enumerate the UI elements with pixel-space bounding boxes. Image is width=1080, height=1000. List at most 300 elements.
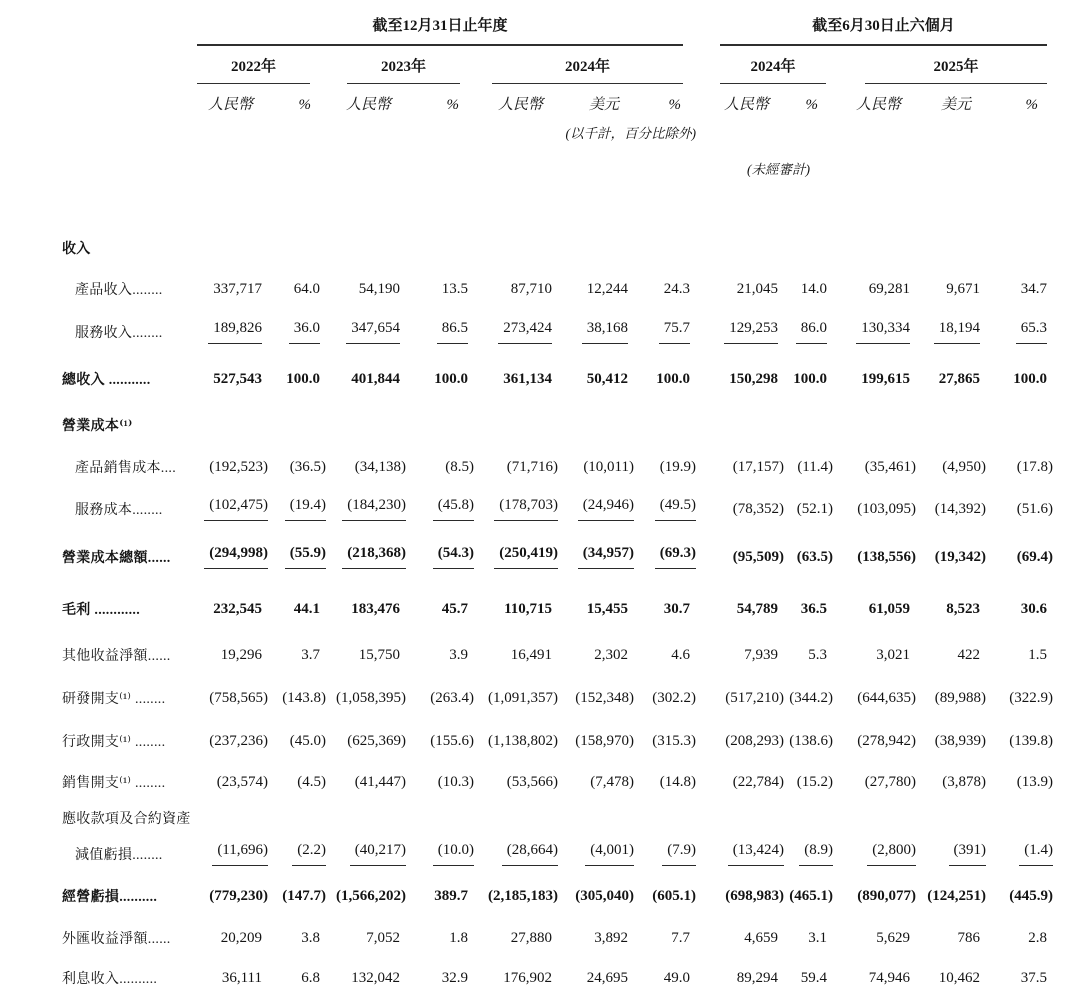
value-cell (327, 310, 407, 354)
value-text: (208,293) (725, 732, 784, 749)
value-cell (407, 958, 475, 998)
value-cell (327, 634, 407, 676)
value-text: (1,566,202) (336, 887, 406, 904)
value-cell (269, 834, 327, 874)
value-text: 65.3 (1016, 320, 1047, 344)
value-text: (69.3) (655, 545, 696, 569)
value-cell (917, 404, 987, 446)
value-cell (172, 676, 269, 720)
year-2024-interim-label: 2024年 (720, 55, 826, 84)
value-text: 87,710 (510, 280, 552, 297)
value-text: (155.6) (430, 732, 474, 749)
spacer-cell (62, 46, 172, 84)
value-text: 7,052 (366, 929, 400, 946)
value-cell (407, 488, 475, 530)
value-text: (45.0) (289, 732, 326, 749)
value-cell (475, 762, 559, 802)
currency-header: 人民幣 (723, 97, 769, 113)
table-row (62, 918, 1054, 958)
value-text: 32.9 (441, 969, 468, 986)
value-text: 347,654 (346, 320, 400, 344)
value-text: 30.7 (663, 600, 690, 617)
value-text: (38,939) (934, 732, 986, 749)
unaudited-note-row (62, 150, 1054, 185)
unit-note: (以千計，百分比除外) (565, 126, 696, 141)
value-cell (407, 584, 475, 634)
value-cell (269, 918, 327, 958)
value-cell (917, 676, 987, 720)
value-text: (890,077) (857, 887, 916, 904)
value-text: (11.4) (797, 458, 833, 475)
value-cell (917, 310, 987, 354)
value-cell (987, 762, 1054, 802)
value-text: 189,826 (208, 320, 262, 344)
value-text: (2,185,183) (488, 887, 558, 904)
value-cell (834, 720, 917, 762)
value-cell (172, 958, 269, 998)
value-text: 3.9 (449, 646, 468, 663)
value-text: 19,296 (220, 646, 262, 663)
percent-header: % (1025, 97, 1039, 113)
value-cell (785, 404, 834, 446)
value-text: (4,950) (942, 458, 986, 475)
value-cell (407, 530, 475, 584)
value-cell (697, 834, 785, 874)
value-text: (605.1) (652, 887, 696, 904)
period-group-interim (697, 0, 1054, 46)
value-text: 132,042 (351, 969, 400, 986)
value-cell (407, 762, 475, 802)
value-text: (2.2) (292, 842, 326, 866)
value-cell (172, 762, 269, 802)
value-cell (407, 918, 475, 958)
value-text: (218,368) (342, 545, 406, 569)
income-statement-table (62, 0, 1054, 998)
value-text: 110,715 (504, 600, 552, 617)
value-text: (315.3) (652, 732, 696, 749)
value-text: (278,942) (857, 732, 916, 749)
value-cell (269, 354, 327, 404)
value-cell (785, 720, 834, 762)
value-text: (53,566) (506, 773, 558, 790)
value-text: 100.0 (656, 370, 690, 387)
value-text: 15,455 (586, 600, 628, 617)
value-cell (407, 634, 475, 676)
value-cell (834, 958, 917, 998)
value-cell (172, 584, 269, 634)
value-cell (834, 530, 917, 584)
value-text: (644,635) (857, 689, 916, 706)
value-text: (1,058,395) (336, 689, 406, 706)
value-text: 3,021 (876, 646, 910, 663)
value-cell (697, 404, 785, 446)
value-text: 401,844 (351, 370, 400, 387)
value-cell (834, 228, 917, 268)
value-cell (559, 762, 635, 802)
value-cell (635, 720, 697, 762)
value-cell (269, 446, 327, 488)
currency-header: 人民幣 (855, 97, 901, 113)
value-cell (785, 228, 834, 268)
value-text: (445.9) (1009, 887, 1054, 904)
table-row (62, 268, 1054, 310)
value-cell (987, 874, 1054, 918)
value-cell (697, 634, 785, 676)
value-cell (559, 958, 635, 998)
value-text: (95,509) (732, 548, 784, 565)
value-cell (172, 834, 269, 874)
table-body (62, 228, 1054, 998)
value-cell (475, 228, 559, 268)
value-text: (13,424) (728, 842, 784, 866)
value-cell (269, 530, 327, 584)
value-cell (407, 720, 475, 762)
table-row (62, 530, 1054, 584)
value-text: (698,983) (725, 887, 784, 904)
value-cell (697, 720, 785, 762)
value-text: (625,369) (347, 732, 406, 749)
year-2022 (172, 46, 327, 84)
value-cell (327, 488, 407, 530)
value-cell (269, 874, 327, 918)
value-cell (327, 446, 407, 488)
value-cell (834, 354, 917, 404)
row-label: 營業成本總額...... (62, 551, 171, 566)
value-text: 38,168 (582, 320, 628, 344)
value-cell (785, 354, 834, 404)
value-cell (327, 676, 407, 720)
year-header-row (62, 46, 1054, 84)
value-cell (917, 634, 987, 676)
value-cell (635, 834, 697, 874)
value-cell (172, 488, 269, 530)
currency-header: 人民幣 (497, 97, 543, 113)
value-text: (27,780) (864, 773, 916, 790)
value-cell (834, 762, 917, 802)
value-cell (172, 310, 269, 354)
value-text: (19.4) (285, 497, 326, 521)
value-text: (78,352) (732, 500, 784, 517)
value-cell (785, 310, 834, 354)
value-cell (559, 720, 635, 762)
value-text: (158,970) (575, 732, 634, 749)
spacer-cell (62, 0, 172, 46)
unaudited-note: (未經審計) (747, 162, 810, 177)
value-cell (475, 446, 559, 488)
value-cell (269, 404, 327, 446)
value-cell (987, 918, 1054, 958)
percent-header: % (805, 97, 818, 113)
row-label: 外匯收益淨額...... (62, 932, 171, 947)
value-cell (475, 874, 559, 918)
value-text: 100.0 (1013, 370, 1048, 387)
value-text: (1,091,357) (488, 689, 558, 706)
value-cell (475, 584, 559, 634)
value-cell (917, 874, 987, 918)
currency-header: 人民幣 (207, 97, 253, 113)
table-row (62, 354, 1054, 404)
value-cell (407, 310, 475, 354)
value-text: 20,209 (220, 929, 262, 946)
period-group-annual (172, 0, 697, 46)
value-text: (102,475) (204, 497, 268, 521)
spacer-cell (62, 84, 172, 120)
value-cell (635, 874, 697, 918)
value-text: 422 (957, 646, 980, 663)
value-text: (89,988) (934, 689, 986, 706)
currency-header-usd: 美元 (588, 97, 619, 113)
value-cell (785, 530, 834, 584)
value-cell (559, 446, 635, 488)
value-cell (785, 584, 834, 634)
value-text: (49.5) (655, 497, 696, 521)
value-text: 44.1 (293, 600, 320, 617)
value-text: (14.8) (659, 773, 696, 790)
value-text: (3,878) (942, 773, 986, 790)
value-cell (559, 874, 635, 918)
value-cell (635, 584, 697, 634)
row-label: 服務成本........ (75, 503, 163, 518)
value-text: (263.4) (430, 689, 474, 706)
value-cell (834, 584, 917, 634)
row-label: 總收入 ........... (62, 373, 151, 388)
value-cell (697, 676, 785, 720)
value-cell (635, 530, 697, 584)
value-cell (987, 446, 1054, 488)
value-cell (987, 310, 1054, 354)
value-cell (172, 720, 269, 762)
value-cell (785, 634, 834, 676)
value-cell (475, 310, 559, 354)
value-text: 2,302 (594, 646, 628, 663)
value-text: (192,523) (209, 458, 268, 475)
value-cell (697, 530, 785, 584)
value-cell (559, 834, 635, 874)
value-cell (172, 228, 269, 268)
value-text: 86.0 (796, 320, 827, 344)
value-cell (987, 268, 1054, 310)
value-cell (269, 958, 327, 998)
value-text: 176,902 (503, 969, 552, 986)
year-2023-label: 2023年 (347, 55, 460, 84)
value-text: (138.6) (789, 732, 833, 749)
value-cell (987, 802, 1054, 834)
value-cell (269, 228, 327, 268)
value-cell (172, 404, 269, 446)
value-text: (55.9) (285, 545, 326, 569)
table-row (62, 446, 1054, 488)
row-label: 利息收入.......... (62, 972, 158, 987)
value-cell (327, 762, 407, 802)
value-cell (697, 446, 785, 488)
value-text: (15.2) (796, 773, 833, 790)
table-row (62, 834, 1054, 874)
value-cell (269, 676, 327, 720)
value-text: (45.8) (433, 497, 474, 521)
table-row (62, 404, 1054, 446)
value-cell (327, 918, 407, 958)
value-cell (834, 268, 917, 310)
value-cell (172, 874, 269, 918)
value-text: (103,095) (857, 500, 916, 517)
value-text: (2,800) (867, 842, 916, 866)
value-cell (559, 228, 635, 268)
value-text: (139.8) (1009, 732, 1054, 749)
value-text: 361,134 (503, 370, 552, 387)
spacer-cell (62, 150, 697, 185)
table-row (62, 310, 1054, 354)
row-label: 減值虧損........ (75, 848, 163, 863)
row-label: 銷售開支⁽¹⁾ ........ (62, 776, 166, 791)
value-cell (475, 720, 559, 762)
value-cell (635, 404, 697, 446)
value-text: (51.6) (1016, 500, 1054, 517)
value-cell (785, 446, 834, 488)
value-cell (987, 404, 1054, 446)
value-cell (269, 488, 327, 530)
value-cell (635, 354, 697, 404)
value-text: 15,750 (358, 646, 400, 663)
table-row (62, 958, 1054, 998)
value-cell (785, 834, 834, 874)
value-text: 199,615 (861, 370, 910, 387)
value-cell (475, 354, 559, 404)
value-text: (7,478) (590, 773, 634, 790)
value-text: (10,011) (583, 458, 634, 475)
value-cell (269, 584, 327, 634)
value-text: 4,659 (744, 929, 778, 946)
value-text: (7.9) (662, 842, 696, 866)
value-cell (475, 918, 559, 958)
value-cell (917, 720, 987, 762)
percent-header: % (446, 97, 459, 113)
table-row (62, 228, 1054, 268)
year-2024 (475, 46, 697, 84)
value-text: 130,334 (856, 320, 910, 344)
value-cell (987, 354, 1054, 404)
year-2023 (327, 46, 475, 84)
value-cell (407, 268, 475, 310)
value-text: (8.5) (445, 458, 474, 475)
value-text: 4.6 (671, 646, 690, 663)
value-text: (69.4) (1016, 548, 1054, 565)
value-cell (785, 958, 834, 998)
value-cell (475, 530, 559, 584)
value-text: (294,998) (204, 545, 268, 569)
value-text: 69,281 (868, 280, 910, 297)
value-cell (697, 918, 785, 958)
value-text: 12,244 (586, 280, 628, 297)
value-cell (559, 488, 635, 530)
value-text: 30.6 (1020, 600, 1048, 617)
value-text: 27,865 (938, 370, 980, 387)
row-label: 營業成本⁽¹⁾ (62, 419, 133, 434)
value-cell (475, 676, 559, 720)
row-label: 行政開支⁽¹⁾ ........ (62, 735, 166, 750)
value-text: (34,957) (578, 545, 634, 569)
row-label: 研發開支⁽¹⁾ ........ (62, 692, 166, 707)
value-cell (697, 354, 785, 404)
value-cell (327, 958, 407, 998)
period-group-interim-title: 截至6月30日止六個月 (720, 14, 1047, 46)
value-text: 1.8 (449, 929, 468, 946)
year-2024-interim (697, 46, 834, 84)
value-text: 129,253 (724, 320, 778, 344)
row-label: 應收款項及合約資產 (62, 812, 191, 827)
value-cell (697, 488, 785, 530)
value-text: 2.8 (1028, 929, 1048, 946)
value-cell (917, 834, 987, 874)
row-label: 產品銷售成本.... (75, 461, 176, 476)
value-text: (4,001) (585, 842, 634, 866)
value-cell (407, 676, 475, 720)
value-cell (834, 634, 917, 676)
value-text: 24.3 (663, 280, 690, 297)
value-text: (302.2) (652, 689, 696, 706)
value-cell (327, 874, 407, 918)
value-cell (635, 228, 697, 268)
value-text: (17,157) (732, 458, 784, 475)
value-cell (559, 584, 635, 634)
year-2025-interim-label: 2025年 (865, 55, 1047, 84)
spacer-row (62, 185, 1054, 228)
row-label: 其他收益淨額...... (62, 649, 171, 664)
value-text: 50,412 (586, 370, 628, 387)
value-cell (327, 530, 407, 584)
value-text: (184,230) (342, 497, 406, 521)
value-text: (152,348) (575, 689, 634, 706)
value-text: 49.0 (663, 969, 690, 986)
value-cell (697, 958, 785, 998)
unit-note-row (62, 120, 1054, 150)
percent-header: % (668, 97, 681, 113)
value-text: 3,892 (594, 929, 628, 946)
value-text: (11,696) (212, 842, 268, 866)
table-row (62, 762, 1054, 802)
value-cell (834, 676, 917, 720)
value-cell (834, 446, 917, 488)
value-text: 59.4 (800, 969, 827, 986)
value-cell (327, 834, 407, 874)
value-cell (269, 268, 327, 310)
value-text: 74,946 (868, 969, 910, 986)
spacer-cell (62, 120, 475, 150)
value-text: 5.3 (808, 646, 827, 663)
value-cell (635, 488, 697, 530)
table-row (62, 720, 1054, 762)
value-text: 36,111 (221, 969, 262, 986)
value-text: (34,138) (354, 458, 406, 475)
value-text: 100.0 (434, 370, 468, 387)
table-row (62, 874, 1054, 918)
value-cell (475, 802, 559, 834)
value-text: (22,784) (732, 773, 784, 790)
value-text: 21,045 (736, 280, 778, 297)
value-text: 36.5 (800, 600, 827, 617)
value-text: (14,392) (934, 500, 986, 517)
value-text: 37.5 (1020, 969, 1048, 986)
row-label: 產品收入........ (75, 283, 163, 298)
value-cell (172, 354, 269, 404)
value-text: (391) (949, 842, 987, 866)
value-text: (250,419) (494, 545, 558, 569)
value-cell (987, 488, 1054, 530)
value-cell (917, 354, 987, 404)
value-text: 10,462 (938, 969, 980, 986)
value-text: 527,543 (213, 370, 262, 387)
value-text: (54.3) (433, 545, 474, 569)
currency-header-usd: 美元 (940, 97, 971, 113)
